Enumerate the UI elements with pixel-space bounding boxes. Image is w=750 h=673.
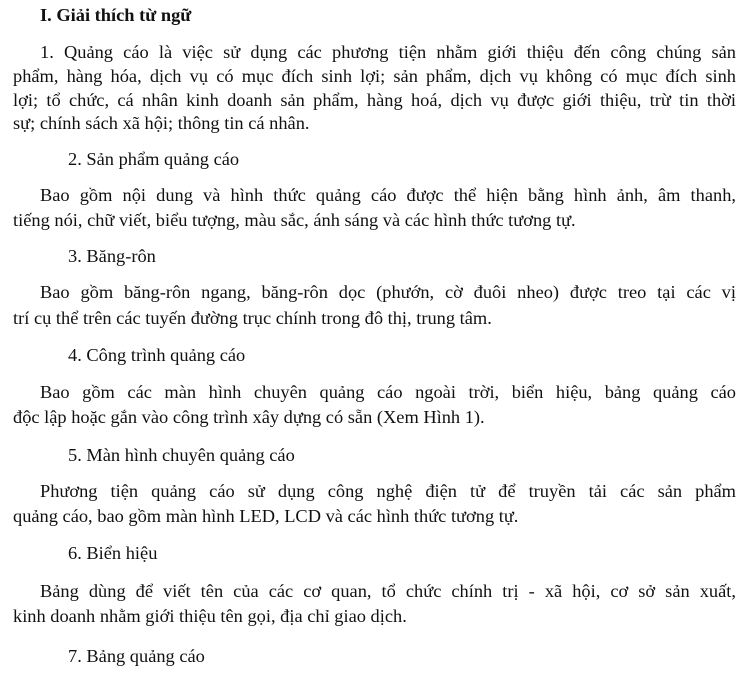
definition-6-line-2: kinh doanh nhằm giới thiệu tên gọi, địa chỉ giao dịch.	[13, 606, 407, 626]
definition-5-line-2: quảng cáo, bao gồm màn hình LED, LCD và các hình thức tương tự.	[13, 506, 519, 526]
definition-4-line-2: độc lập hoặc gắn vào công trình xây dựng có sẵn (Xem Hình 1).	[13, 407, 485, 427]
definition-6-line-1: Bảng dùng để viết tên của các cơ quan, tổ chức chính trị - xã hội, cơ sở sản xuất,	[40, 581, 736, 601]
definition-3-line-1: Bao gồm băng-rôn ngang, băng-rôn dọc (phướn, cờ đuôi nheo) được treo tại các vị	[40, 282, 736, 302]
definition-2-line-1: Bao gồm nội dung và hình thức quảng cáo được thể hiện bằng hình ảnh, âm thanh,	[40, 185, 736, 205]
definition-1-line-4: sự; chính sách xã hội; thông tin cá nhân.	[13, 113, 310, 133]
definition-2-heading: 2. Sản phẩm quảng cáo	[68, 149, 240, 169]
definition-2-line-2: tiếng nói, chữ viết, biểu tượng, màu sắc, ánh sáng và các hình thức tương tự.	[13, 210, 576, 230]
definition-3-heading: 3. Băng-rôn	[68, 246, 156, 266]
section-title: I. Giải thích từ ngữ	[40, 5, 192, 25]
definition-6-heading: 6. Biển hiệu	[68, 543, 158, 563]
definition-7-heading: 7. Bảng quảng cáo	[68, 646, 205, 666]
definition-3-line-2: trí cụ thể trên các tuyến đường trục chính trong đô thị, trung tâm.	[13, 308, 492, 328]
definition-1-line-3: lợi; tổ chức, cá nhân kinh doanh sản phẩm, hàng hoá, dịch vụ được giới thiệu, trừ tin thời	[13, 90, 736, 110]
definition-5-heading: 5. Màn hình chuyên quảng cáo	[68, 445, 295, 465]
definition-5-line-1: Phương tiện quảng cáo sử dụng công nghệ điện tử để truyền tải các sản phẩm	[40, 481, 736, 501]
definition-1-line-2: phẩm, hàng hóa, dịch vụ có mục đích sinh lợi; sản phẩm, dịch vụ không có mục đích sinh	[13, 66, 736, 86]
definition-1-line-1: 1. Quảng cáo là việc sử dụng các phương tiện nhằm giới thiệu đến công chúng sản	[40, 42, 736, 62]
definition-4-heading: 4. Công trình quảng cáo	[68, 345, 246, 365]
definition-4-line-1: Bao gồm các màn hình chuyên quảng cáo ngoài trời, biển hiệu, bảng quảng cáo	[40, 382, 736, 402]
